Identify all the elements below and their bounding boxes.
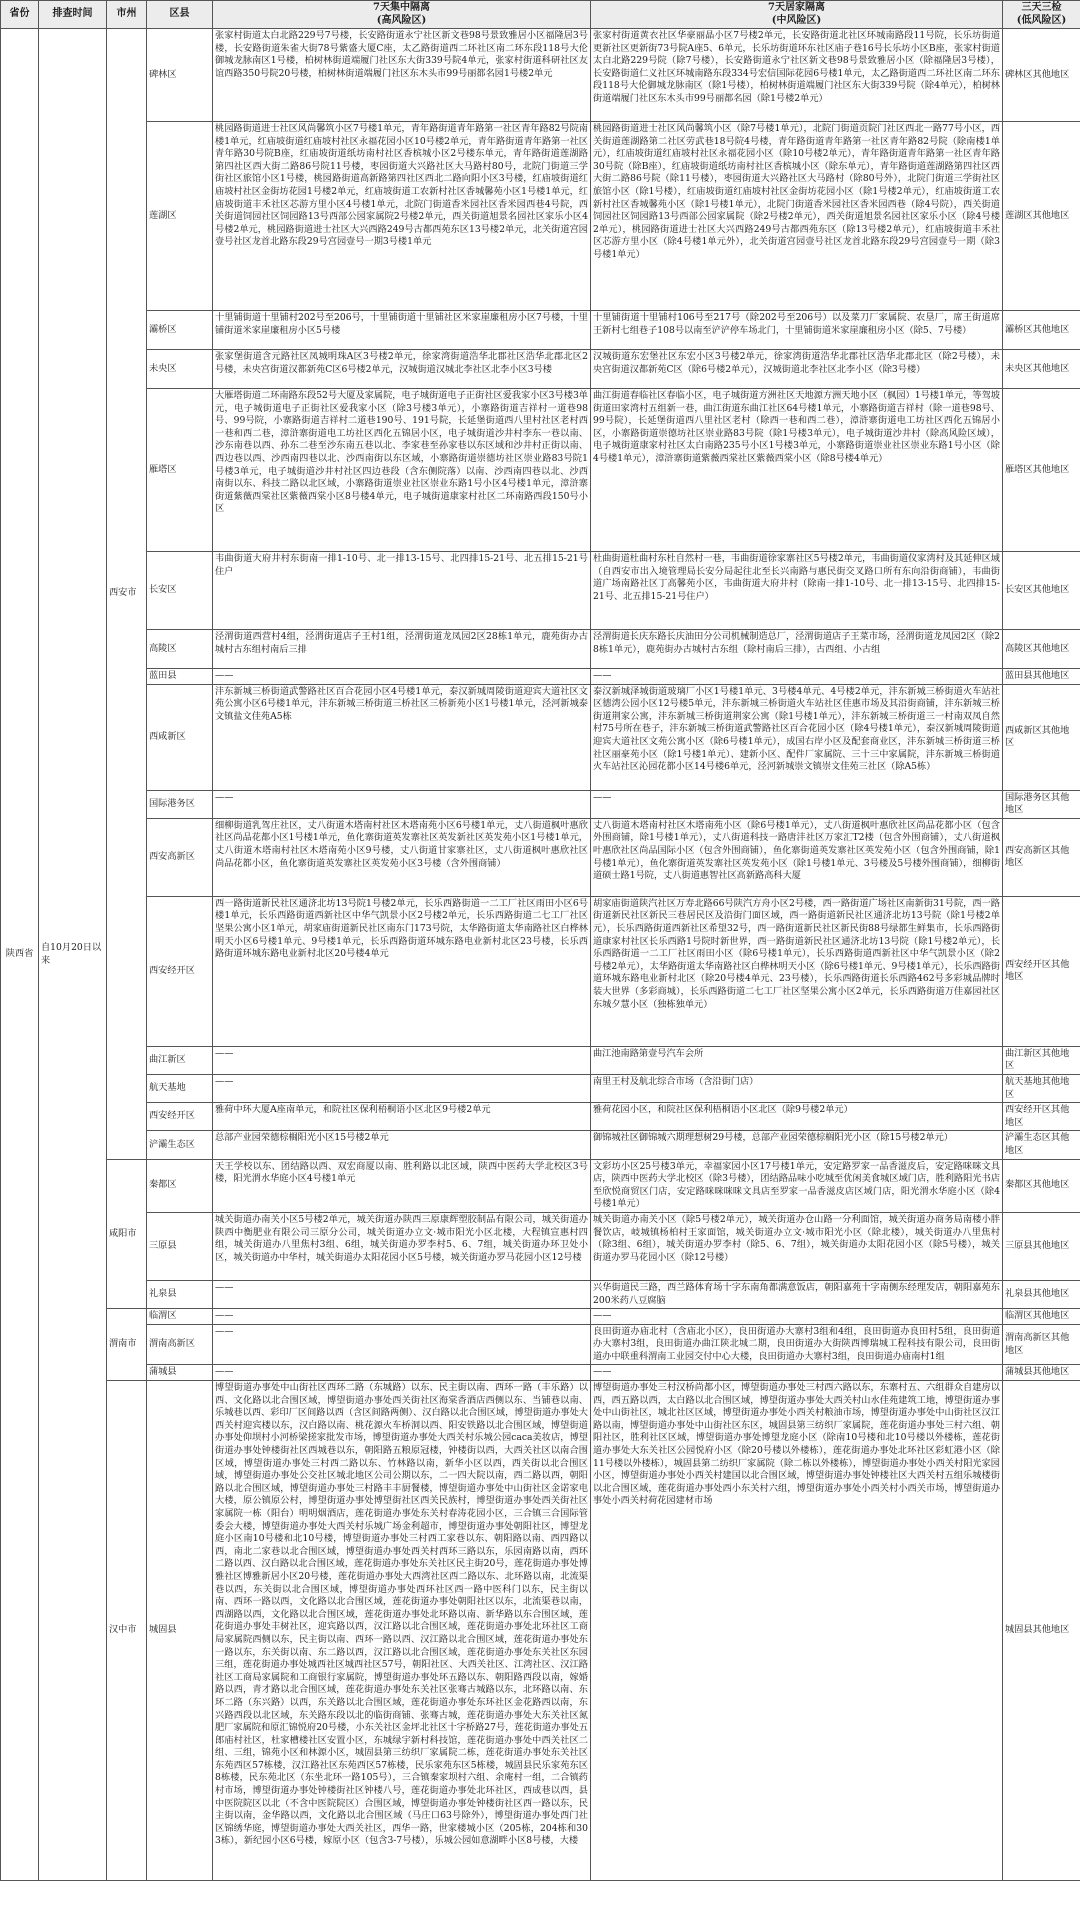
table-row: [1, 1280, 1080, 1308]
low-risk-cell: 三原县其他地区: [1003, 1212, 1080, 1280]
district-cell: 航天基地: [147, 1074, 213, 1102]
mid-risk-cell: 杜曲街道杜曲村东杜自然村一巷，韦曲街道徐家寨社区5号楼2单元，韦曲街道仪家湾村及其延伸区域（自西安市出入境管理局长安分局起往北至长兴南路与惠民街交叉路口所有东向沿街商铺），韦曲街道广场南路社区丁高馨苑小区，韦曲街道大府井村（除南一排1-10号、北一排13-15号、北四排15-21号、北五排15-21号住户）: [591, 552, 1003, 630]
mid-risk-cell: 文彩坊小区25号楼3单元，幸福家园小区17号楼1单元，安定路罗家一品香滋皮后，安定路咪咪文具店，陕西中医药大学北校区（除3号楼），团结路品味小吃城至优闲美食城区域门店，胜利路阳光书店至欣悦商贸区门店，安定路咪咪咪咪文具店至罗家一品香滋皮店区域门店，阳光渭水华庭小区（除4号楼1单元）: [591, 1159, 1003, 1212]
district-cell: 西安高新区: [147, 818, 213, 896]
low-risk-cell: 航天基地其他地区: [1003, 1074, 1080, 1102]
table-row: [1, 552, 1080, 630]
low-risk-cell: 碑林区其他地区: [1003, 29, 1080, 122]
mid-risk-cell: ——: [591, 790, 1003, 818]
table-row: [1, 1309, 1080, 1325]
district-cell: 国际港务区: [147, 790, 213, 818]
district-cell: 渭南高新区: [147, 1324, 213, 1365]
high-risk-cell: 大雁塔街道二环南路东段52号大厦及家属院，电子城街道电子正街社区爱我家小区3号楼3单元，电子城街道电子正街社区爱我家小区（除3号楼3单元），小寨路街道吉祥村一道巷98号、99号院，小寨路街道吉祥村二道巷190号、191号院，长延堡街道西八里村社区老村西一巷和西二巷，漳浒寨街道电工坊社区西化五锦居小区，电子城街道沙井村李东一巷以南、沙东南巷以西、孙东二巷至沙东南五巷以北、李家巷至孙家巷以东区域和沙井村正街以南、西边巷以西、沙西南四巷以北、沙西南街以东区域，小寨路街道崇德坊社区崇业路83号院1号楼3单元，电子城街道沙井村社区四边巷段（含东侧院落）以南、沙西南四巷以北、沙西南街以东、科技二路以北区域，小寨路街道崇业社区崇业东路1号小区4号楼1单元，漳浒寨街道紫薇西棠社区紫薇西棠小区8号楼4单元，电子城街道康家村社区二环南路西段150号小区: [213, 389, 591, 552]
low-risk-cell: 临渭区其他地区: [1003, 1309, 1080, 1325]
district-cell: 西安经开区: [147, 1103, 213, 1131]
mid-risk-cell: 丈八街道木塔南村社区木塔南苑小区（除6号楼1单元），丈八街道枫叶惠欣社区尚品花都小区（包含外围商铺，除1号楼1单元），丈八街道科技一路唐沣社区万家汇T2楼（包含外围商铺），丈八街道枫叶惠欣社区尚品国际小区（包含外围商铺），鱼化寨街道英发寨社区英发苑小区（包含外围商铺，除1号楼1单元），鱼化寨街道英发寨社区英发苑小区（除1号楼1单元、3号楼及5号楼外围商铺），细柳街道硕士路1号院，丈八街道惠智社区高新路高科大厦: [591, 818, 1003, 896]
header-low-sub: (低风险区): [1016, 14, 1067, 26]
district-cell: 雁塔区: [147, 389, 213, 552]
high-risk-cell: ——: [213, 669, 591, 685]
low-risk-cell: 蓝田县其他地区: [1003, 669, 1080, 685]
mid-risk-cell: 雅荷花园小区，和院社区保利梧桐语小区北区（除9号楼2单元）: [591, 1103, 1003, 1131]
table-row: [1, 29, 1080, 122]
high-risk-cell: ——: [213, 1280, 591, 1308]
low-risk-cell: 城固县其他地区: [1003, 1381, 1080, 1881]
low-risk-cell: 长安区其他地区: [1003, 552, 1080, 630]
high-risk-cell: ——: [213, 1324, 591, 1365]
district-cell: 碑林区: [147, 29, 213, 122]
district-cell: 城固县: [147, 1381, 213, 1881]
table-row: [1, 1103, 1080, 1131]
mid-risk-cell: 博望街道办事处三村汉桥尚都小区，博望街道办事处三村西六路以东，东寨村五、六组群众自建房以西，西五路以西，太白路以北合围区域，博望街道办事处大西关村山水佳苑建筑工地，博望街道办事处中山街社区，城北社区区域，博望街道办事处小西关村粮油市场，博望街道办事处中山街社区汉江路以南，博望街道办事处中山街社区东区，城固县第三纺织厂家属院，莲花街道办事处三村六组、朝阳社区，胜利社区区域，博望街道办事处博望龙庭小区（除南10号楼和北10号楼以外楼栋，莲花街道办事处大东关社区公园悦府小区（除20号楼以外楼栋），莲花街道办事处北环社区彩虹港小区（除11号楼以外楼栋），城固县第二纺织厂家属院（除二栋以外楼栋），博望街道办事处小西关村阳光家园小区，博望街道办事处小西关村建国以北合围区域，博望街道办事处钟楼社区大西关村五组乐城楼街以北合围区域，莲花街道办事处西小东关村六组，博望街道办事处小西关村小西关市场，博望街道办事处小西关村荷花园建材市场: [591, 1381, 1003, 1881]
high-risk-cell: ——: [213, 790, 591, 818]
high-risk-cell: 桃园路街道进士社区风尚馨筑小区7号楼1单元，青年路街道青年路第一社区青年路82号院南楼1单元，红庙坡街道红庙坡村社区永福花园小区10号楼2单元，青年路街道青年路第一社区青年路30号院B座，红庙坡街道纸坊南村社区香槟城小区2号楼东单元，青年路街道莲湖路第四社区西大街二路86号院11号楼，枣园街道大兴路社区大马路村80号，北院门街道三学街社区旅馆小区1号楼，桃园路街道高新路第四社区西北二路向阳小区3号楼，红庙坡街道红庙坡村社区金街坊花园1号楼2单元，红庙坡街道工农新村社区香城馨苑小区1号楼1单元，红庙坡街道丰禾社区芯游方里小区4号楼1单元，北院门街道香米园社区香米园西巷4号院，西关街道饲园社区饲园路13号西部公园家属院2号楼2单元，西关街道旭景名园社区家乐小区4号楼2单元，桃园路街道进士社区大兴西路249号古都西苑东区13号楼2单元，北关街道宫园壹号社区龙首北路东段29号宫园壹号一期3号楼1单元: [213, 122, 591, 311]
header-city: 市州: [107, 1, 147, 29]
district-cell: 礼泉县: [147, 1280, 213, 1308]
high-risk-cell: 城关街道办南关小区5号楼2单元，城关街道办陕西三原康辉塑胶制品有限公司，城关街道办陕西中衡肥业有限公司三原分公司，城关街道办立文·城市阳光小区北楼，大程镇宣惠村四组，城关街道办八里焦村3组、6组，城关街道办罗李村5、6、7组，城关街道办环卫处小区，城关街道办中华村，城关街道办太阳花园小区5号楼，城关街道办罗马花园小区12号楼: [213, 1212, 591, 1280]
header-mid-risk: [591, 1, 1003, 29]
table-row: [1, 1324, 1080, 1365]
mid-risk-cell: 汉城街道东宏堡社区东宏小区3号楼2单元，徐家湾街道浩华北郡社区浩华北郡北区（除2号楼），未央宫街道汉都新苑C区（除6号楼2单元），汉城街道北李社区北李小区（除3号楼）: [591, 350, 1003, 389]
mid-risk-cell: 胡家庙街道陕汽社区万寿北路66号陕汽方舟小区2号楼，西一路街道广场社区南新街31号院，西一路街道新民社区新民三巷居民区及沿街门面区域，西一路街道新民社区通济北坊13号院（除1号楼2单元），长乐西路街道西新社区希望32号，西一路街道新民社区新民街88号绿都生鲜集市，长乐西路街道康家村社区长乐西路1号院时新世界，西一路街道新民社区通济北坊13号院（除1号楼2单元），长乐西路街道一二工厂社区雨田小区（除6号楼1单元），长乐西路街道西新社区中华气凯景小区（除2号楼2单元），太华路街道太华南路社区白桦林明天小区（除6号楼1单元、9号楼1单元），长乐西路街道环城东路电业新村北区（除20号楼4单元、23号楼），长乐西路街道长乐西路462号多彩城品牌时装大世界（多彩商城），长乐西路街道二七工厂社区坚果公寓小区2单元，长乐西路街道万佳嘉园社区东城夕慧小区（独栋独单元）: [591, 896, 1003, 1046]
high-risk-cell: 韦曲街道大府井村东街南一排1-10号、北一排13-15号、北四排15-21号、北五排15-21号住户: [213, 552, 591, 630]
low-risk-cell: 西安经开区其他地区: [1003, 1103, 1080, 1131]
low-risk-cell: 曲江新区其他地区: [1003, 1046, 1080, 1074]
table-row: [1, 1159, 1080, 1212]
district-cell: 蒲城县: [147, 1365, 213, 1381]
header-high-sub: (高风险区): [376, 14, 427, 26]
table-row: [1, 311, 1080, 350]
header-high-title: 7天集中隔离: [373, 1, 430, 13]
city-cell: 渭南市: [107, 1309, 147, 1381]
table-row: [1, 1365, 1080, 1381]
low-risk-cell: 西安经开区其他地区: [1003, 896, 1080, 1046]
table-row: [1, 1046, 1080, 1074]
district-cell: 曲江新区: [147, 1046, 213, 1074]
mid-risk-cell: 御锦城社区御锦城六期理想树29号楼，总部产业园荣德棕榈阳光小区（除15号楼2单元）: [591, 1131, 1003, 1159]
table-row: [1, 630, 1080, 669]
high-risk-cell: ——: [213, 1365, 591, 1381]
city-cell: 西安市: [107, 29, 147, 1160]
low-risk-cell: 西安高新区其他地区: [1003, 818, 1080, 896]
mid-risk-cell: 城关街道办南关小区（除5号楼2单元），城关街道办仓山路一分利面馆，城关街道办商务局南楼小胖餐饮店，岐城镇杨柏村王家面馆，城关街道办立文·城市阳光小区（除北楼），城关街道办八里焦村（除3组、6组），城关街道办罗李村（除5、6、7组），城关街道办太阳花园小区（除5号楼），城关街道办罗马花园小区（除12号楼）: [591, 1212, 1003, 1280]
header-time: 排查时间: [39, 1, 107, 29]
high-risk-cell: ——: [213, 1046, 591, 1074]
low-risk-cell: 灞桥区其他地区: [1003, 311, 1080, 350]
high-risk-cell: 沣东新城三桥街道武警路社区百合花园小区4号楼1单元，泰汉新城周陵街道迎宾大道社区文苑公寓小区6号楼1单元，沣东新城三桥街道三桥社区三桥新苑小区1号楼1单元，泾河新城泰文镇盐文佳苑A5栋: [213, 684, 591, 790]
high-risk-cell: 总部产业园荣德棕榈阳光小区15号楼2单元: [213, 1131, 591, 1159]
mid-risk-cell: 良田街道办庙北村（含庙北小区），良田街道办大寨村3组和4组，良田街道办良田村5组，良田街道办大寨村3组，良田街道办曲江陕北城二期，良田街道办大街陕西博瑞城工程科技有限公司，良田街道办中联重科渭南工业园交付中心大楼，良田街道办大寨村3组，良田街道办庙南村1组: [591, 1324, 1003, 1365]
table-body: [1, 29, 1080, 1881]
high-risk-cell: ——: [213, 1074, 591, 1102]
table-row: [1, 818, 1080, 896]
header-mid-sub: (中风险区): [771, 14, 822, 26]
city-cell: 汉中市: [107, 1381, 147, 1881]
high-risk-cell: 张家堡街道含元路社区凤城明珠A区3号楼2单元，徐家湾街道浩华北郡社区浩华北郡北区2号楼，未央宫街道汉都新苑C区6号楼2单元，汉城街道汉城北李社区北李小区3号楼: [213, 350, 591, 389]
table-row: [1, 1131, 1080, 1159]
high-risk-cell: 博望街道办事处中山街社区西环二路（东城路）以东、民主街以南、西环一路（丰乐路）以西、文化路以北合围区域，博望街道办事处西关街社区海棠香酒店西侧以东、当铺巷以南、乐城巷以西、彩印厂区间路以西（含区间路两侧）、汉白路以北合围区域，博望街道办事处大西关村迎宾楼以东，汉白路以南、桃花源火车桥洞以西、阳安铁路以北合围区域，博望街道办事处仰坝村小河桥梁搓家批发市场，博望街道办事处大西关村乐城公园caca美妆店，博望街道办事处钟楼街社区西城巷以东，朝阳路五粮原冠楼，钟楼街以西，大西关社区以南合围区域，博望街道办事处三村西二路以东、竹林路以南，新华小区以西，西关街以北合围区域，博望街道办事处公交社区城北地区公司公期以东，二一四大院以南，西二路以西，朝阳路以北合围区域，博望街道办事处三村路丰丰厨餐楼，博望街道办事处中山街社区金诺家电大楼，原公镇原公村，博望街道办事处博望街社区西关民族村，博望街道办事处西关街社区家属院一栋（阳台）明明烟酒店，莲花街道办事处东关村春涛花园小区，三合镇三合国际管委会大楼，博望街道办事处大西关村乐城广场金利超市，博望街道办事处朝阳社区，博望龙庭小区南10号楼和北10号楼，博望街道办事处三村西工家巷以东、朝阳路以南、西四路以西，南北二家巷以北合围区域，博望街道办事处西关村西环三路以东，乐园南路以南，西环二路以西、汉白路以北合围区域，莲花街道办事处东关社区民主街20号，莲花街道办事处博雅社区博雅新居小区20号楼，莲花街道办事处大西湾社区西二路以东、北环路以南，北流渠巷以西，东关街以北合围区域，博望街道办事处西环社区西一路中医科门以东，民主街以南、西环一路以西，文化路以北合围区域，莲花街道办事处朝阳社区以东，北流渠巷以南，西湖路以西，文化路以北合围区域，莲花街道办事处北环路以南、新华路以东合围区域，莲花街道办事处丰树社区，迎宾路以西，汉江路以北合围区域，莲花街道办事处北环社区工商局家属院西侧以东，民主街以南、西环一路以西、汉江路以北合围区域，莲花街道办事处东一路以东，东关街以南、东二路以西，汉江路以北合围区域，莲花街道办事处东关社区东园三组，莲花街道办事处城西社区城西社区57号，朝阳社区、大西关社区、江湾社区、汉江路社区工商局家属院和工商银行家属院，博望街道办事处环五路以东、朝阳路西段以南，嫁婚路以西，青才路以北合围区域，莲花街道办事处东关社区张骞古城路以东，北环路以南、东环二路（东兴路）以西，东关路以北合围区域，莲花街道办事处东环社区金花路西以南，东兴路西段以北区域，东关路东段以北的临街商铺、张骞古城，莲花街道办事处大东关社区氮肥厂家属院和原汇锦悦府20号楼，小东关社区金坪北社区十字桥路27号，莲花街道办事处五郎庙村社区，杜家槽楼社区安置小区，东城绿宇新村科技馆，莲花街道办事处中西关社区二组、三组，锦苑小区和林源小区，城固县第三纺织厂家属院二栋，莲花街道办事处东关社区东苑西区57栋楼，汉江路社区东苑西区57栋楼，民乐家苑东区5栋楼，城固县民乐家苑东区8栋楼，民东苑北区（东坐北环一路105号），三合镇秦家坝村六组、余庵村一组，二合镇药村市场，博望街道办事处钟楼街社区钟楼八号，莲花街道办事处北环社区，西成巷以西，县中医院院区以北（不含中医院院区）合围区域，博望街道办事处钟楼街社区西一路以东，民主街以南，金华路以西，文化路以北合围区域（马庄口63号除外），博望街道办事处西门社区锦绣华庭，博望街道办事处大西关社区，西华一路，世家楼城小区（205栋，204栋和303栋），新纪园小区6号楼，嫁原小区（包含3-7号楼），乐城公园如意湖畔小区8号楼，大楼: [213, 1381, 591, 1881]
mid-risk-cell: 兴华街道民三路，西兰路体育场十字东南角都满意饭店，朝阳嘉苑十字南侧东经理发店，朝阳嘉苑东200米药八豆腐脑: [591, 1280, 1003, 1308]
low-risk-cell: 渭南高新区其他地区: [1003, 1324, 1080, 1365]
district-cell: 秦都区: [147, 1159, 213, 1212]
table-row: [1, 669, 1080, 685]
mid-risk-cell: 泰汉新城泽城街道玻璃厂小区1号楼1单元、3号楼4单元、4号楼2单元，沣东新城三桥街道火车站社区德湾公园小区12号楼5单元，沣东新城三桥街道火车站社区佳惠市场及其沿街商铺，沣东新城三桥街道荆家公寓，沣东新城三桥街道荆家公寓（除1号楼1单元），沣东新城三桥街道三一村南双凤自然村75号所在巷子，沣东新城三桥街道武警路社区百合花园小区（除4号楼1单元），泰汉新城周陵街道迎宾大道社区文苑公寓小区（除6号楼1单元），成国右岸小区及配套商业区，沣东新城三桥街道三桥社区丽豪苑小区（除1号楼1单元）、建新小区、配件厂家属院、三十三中家属院，沣东新城三桥街道火车站社区沁园花都小区14号楼6单元，泾河新城崇文镇崇文佳苑三社区（除A5栋）: [591, 684, 1003, 790]
table-row: [1, 1381, 1080, 1881]
district-cell: 莲湖区: [147, 122, 213, 311]
high-risk-cell: 细柳街道乳驾庄社区，丈八街道木塔南村社区木塔南苑小区6号楼1单元，丈八街道枫叶惠欣社区尚品花都小区1号楼1单元，鱼化寨街道英发寨社区英发新社区英发苑小区1号楼1单元，丈八街道木塔南村社区木塔南苑小区9号楼，丈八街道甘家寨社区，丈八街道枫叶惠欣社区尚品花都小区，鱼化寨街道英发寨社区英发苑小区3号楼（含外围商铺）: [213, 818, 591, 896]
high-risk-cell: 泾渭街道西营村4组，泾渭街道店子王村1组，泾渭街道龙凤园2区28栋1单元，鹿苑街办古城村古东组村南后三排: [213, 630, 591, 669]
mid-risk-cell: ——: [591, 669, 1003, 685]
high-risk-cell: ——: [213, 1309, 591, 1325]
table-row: [1, 1074, 1080, 1102]
table-row: [1, 122, 1080, 311]
low-risk-cell: 蒲城县其他地区: [1003, 1365, 1080, 1381]
district-cell: 高陵区: [147, 630, 213, 669]
table-row: [1, 684, 1080, 790]
high-risk-cell: 雅荷中环大厦A座南单元，和院社区保利梧桐语小区北区9号楼2单元: [213, 1103, 591, 1131]
district-cell: 临渭区: [147, 1309, 213, 1325]
low-risk-cell: 西咸新区其他地区: [1003, 684, 1080, 790]
low-risk-cell: 高陵区其他地区: [1003, 630, 1080, 669]
low-risk-cell: 浐灞生态区其他地区: [1003, 1131, 1080, 1159]
district-cell: 长安区: [147, 552, 213, 630]
header-row: [1, 1, 1080, 29]
district-cell: 未央区: [147, 350, 213, 389]
mid-risk-cell: ——: [591, 1365, 1003, 1381]
district-cell: 浐灞生态区: [147, 1131, 213, 1159]
low-risk-cell: 未央区其他地区: [1003, 350, 1080, 389]
mid-risk-cell: ——: [591, 1309, 1003, 1325]
header-high-risk: [213, 1, 591, 29]
time-cell: 自10月20日以来: [39, 29, 107, 1881]
table-row: [1, 790, 1080, 818]
district-cell: 蓝田县: [147, 669, 213, 685]
mid-risk-cell: 曲江街道春临社区春临小区，电子城街道方洲社区天地源方洲天地小区（枫园）1号楼1单元，等驾坡街道田家湾村五组新一巷，曲江街道东曲江社区64号楼1单元，小寨路街道吉祥村（除一道巷98号、99号院），长延堡街道西八里社区老村（除西一巷和西二巷），漳浒寨街道电工坊社区西化五锦居小区，小寨路街道崇德坊社区崇业路83号院（除1号楼3单元），电子城街道沙井村（除高风险区域），电子城街道康家村社区太白南路235号小区1号楼3单元，小寨路街道崇业社区崇业东路1号小区（除4号楼1单元），漳浒寨街道紫薇西棠社区紫薇西棠小区（除8号楼4单元）: [591, 389, 1003, 552]
mid-risk-cell: 曲江池南路第壹号汽车会所: [591, 1046, 1003, 1074]
district-cell: 西安经开区: [147, 896, 213, 1046]
mid-risk-cell: 泾渭街道长庆东路长庆油田分公司机械制造总厂，泾渭街道店子王菜市场，泾渭街道龙凤园2区（除28栋1单元），鹿苑街办古城村古东组（除村南后三排），古西组、小古组: [591, 630, 1003, 669]
header-province: 省份: [1, 1, 39, 29]
high-risk-cell: 西一路街道新民社区通济北坊13号院1号楼2单元，长乐西路街道一二工厂社区雨田小区6号楼1单元，长乐西路街道西新社区中华气凯景小区2号楼2单元，长乐西路街道二七工厂社区坚果公寓小区1单元，胡家庙街道新民社区南东门173号院，太华路街道太华南路社区白桦林明天小区6号楼1单元、9号楼1单元，长乐西路街道环城东路电业新村北区23号楼，长乐西路街道环城东路电业新村北区20号楼4单元: [213, 896, 591, 1046]
header-district: 区县: [147, 1, 213, 29]
low-risk-cell: 国际港务区其他地区: [1003, 790, 1080, 818]
header-low-risk: [1003, 1, 1080, 29]
mid-risk-cell: 桃园路街道进士社区风尚馨筑小区（除7号楼1单元），北院门街道贡院门社区西北一路77号小区，西关街道莲湖路第二社区劳武巷18号院4号楼，青年路街道青年路第一社区青年路82号院（除南楼1单元），红庙坡街道红庙坡村社区永福花园小区（除10号楼2单元），青年路街道青年路第一社区青年路30号院（除B座），红庙坡街道纸坊南村社区香槟城小区（除东单元），青年路街道莲湖路第四社区西大街二路86号院（除11号楼），枣园街道大兴路社区大马路村（除80号外），北院门街道三学街社区旅馆小区（除1号楼），红庙坡街道红庙坡村社区金街坊花园小区（除1号楼2单元），红庙坡街道工农新村社区香城馨苑小区（除1号楼1单元），北院门街道香米园社区香米园西巷（除4号院），西关街道饲园社区饲园路13号西部公园家属院（除2号楼2单元），西关街道旭景名园社区家乐小区（除4号楼2单元），桃园路街道进士社区大兴西路249号古都西苑东区（除13号楼2单元），红庙坡街道丰禾社区芯游方里小区（除4号楼1单元外），北关街道宫园壹号社区龙首北路东段29号宫园壹号一期（除3号楼1单元）: [591, 122, 1003, 311]
header-low-title: 三天三检: [1021, 1, 1062, 13]
table-row: [1, 896, 1080, 1046]
district-cell: 三原县: [147, 1212, 213, 1280]
low-risk-cell: 秦都区其他地区: [1003, 1159, 1080, 1212]
mid-risk-cell: 十里铺街道十里铺村106号至217号（除202号至206号）以及菜刀厂家属院、农垦厂，席王街道席王新村七组巷子108号以南至浐浐停车场北门，十里铺街道米家崖廉租房小区（除5、7号楼）: [591, 311, 1003, 350]
high-risk-cell: 张家村街道太白北路229号7号楼，长安路街道永宁社区新文巷98号景致雅居小区福隆居3号楼，长安路街道朱雀大街78号紫盛大厦C座，太乙路街道西二环社区南二环东段118号大伦御城龙脉南区1号楼，柏树林街道端履门社区东大街339号院4单元，张家村街道科研社区友谊西路350号院20号楼，柏树林街道端履门社区东木头市99号丽都名园1号楼2单元: [213, 29, 591, 122]
header-mid-title: 7天居家隔离: [768, 1, 825, 13]
table-row: [1, 350, 1080, 389]
district-cell: 西咸新区: [147, 684, 213, 790]
high-risk-cell: 十里铺街道十里铺村202号至206号，十里铺街道十里铺社区米家崖廉租房小区7号楼，十里铺街道米家崖廉租房小区5号楼: [213, 311, 591, 350]
mid-risk-cell: 南里王村及航北综合市场（含沿街门店）: [591, 1074, 1003, 1102]
table-row: [1, 1212, 1080, 1280]
high-risk-cell: 天王学校以东、团结路以西、双宏商厦以南、胜利路以北区域，陕西中医药大学北校区3号楼，阳光渭水华庭小区4号楼1单元: [213, 1159, 591, 1212]
district-cell: 灞桥区: [147, 311, 213, 350]
low-risk-cell: 雁塔区其他地区: [1003, 389, 1080, 552]
mid-risk-cell: 张家村街道黄衣社区华豪丽晶小区7号楼2单元，长安路街道北社区环城南路段11号院，长乐坊街道更新社区更新街73号院A座5、6单元，长乐坊街道环东社区庙子巷16号长乐坊小区B座，张家村街道太白北路229号院（除7号楼），长安路街道永宁社区新文巷98号景致雅居小区（除福隆居3号楼），长安路街道仁义社区环城南路东段334号宏信国际花园6号楼1单元，太乙路街道西二环社区南二环东段118号大伦御城龙脉南区（除1号楼），柏树林街道端履门社区东大街339号院（除4单元），柏树林街道端履门社区东木头市99号丽都名园（除1号楼2单元）: [591, 29, 1003, 122]
city-cell: 咸阳市: [107, 1159, 147, 1309]
low-risk-cell: 礼泉县其他地区: [1003, 1280, 1080, 1308]
province-cell: 陕西省: [1, 29, 39, 1881]
low-risk-cell: 莲湖区其他地区: [1003, 122, 1080, 311]
table-row: [1, 389, 1080, 552]
